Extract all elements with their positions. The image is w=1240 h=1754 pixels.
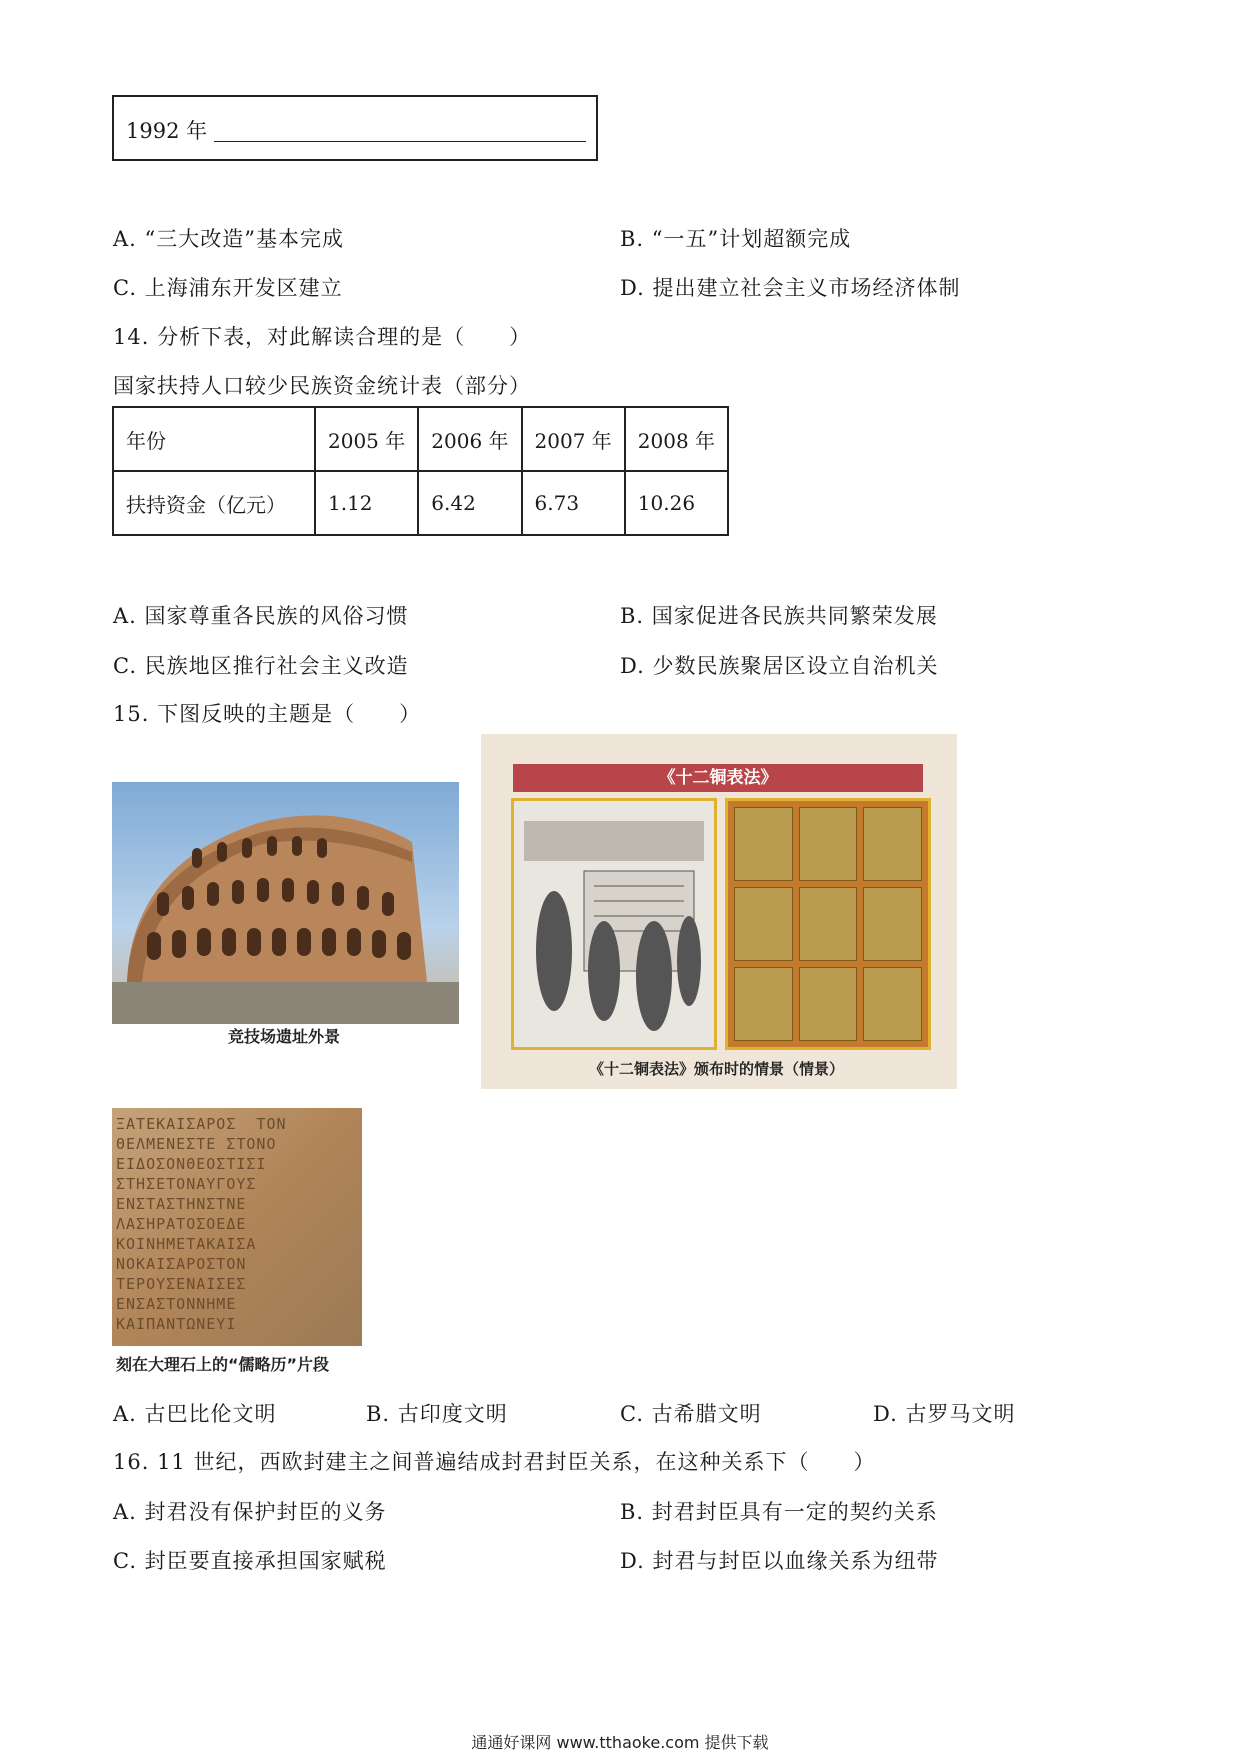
table-cell: 10.26 [625,471,728,535]
q15-option-a: A. 古巴比伦文明 [113,1402,277,1426]
table-cell: 6.42 [418,471,521,535]
q14-option-c: C. 民族地区推行社会主义改造 [113,654,409,678]
q16-option-c: C. 封臣要直接承担国家赋税 [113,1549,387,1573]
table-cell: 2008 年 [625,407,728,471]
bronze-tablet [863,967,922,1041]
bronze-tablet [863,807,922,881]
q14-option-b: B. 国家促进各民族共同繁荣发展 [620,604,938,628]
q14-option-a: A. 国家尊重各民族的风俗习惯 [113,604,409,628]
colosseum-photo [112,782,459,1024]
q13-option-b: B. “一五”计划超额完成 [620,227,852,251]
bronze-tablets-grid [725,798,931,1050]
q15-option-d: D. 古罗马文明 [873,1402,1016,1426]
bronze-tablet [799,887,858,961]
table-cell: 扶持资金（亿元） [113,471,315,535]
bronze-tablet [799,967,858,1041]
q16-option-a: A. 封君没有保护封臣的义务 [113,1500,387,1524]
engraving-illustration [511,798,717,1050]
table-cell: 1.12 [315,471,418,535]
q16-option-d: D. 封君与封臣以血缘关系为纽带 [620,1549,939,1573]
q13-option-a: A. “三大改造”基本完成 [113,227,344,251]
colosseum-illustration [112,782,459,1024]
page-footer: 通通好课网 www.tthaoke.com 提供下载 [471,1733,769,1752]
bronze-tablet [734,887,793,961]
table-cell: 2005 年 [315,407,418,471]
inscription-texture: ΞΑΤΕΚΑΙΣΑΡΟΣ ΤΟΝ ΘΕΛΜΕΝΕΣΤΕ ΣΤΟΝΟ ΕΙΔΟΣΟΝΘΕΟΣΤΙΣΙ ΣΤΗΣΕΤΟΝΑΥΓΟΥΣ ΕΝΣΤΑΣΤΗΝΣΤΝΕ ΛΑΣΗΡΑΤΟΣΟΕΔΕ ΚΟΙΝΗΜΕΤΑΚΑΙΣΑ ΝΟΚΑΙΣΑΡΟΣΤΟΝ ΤΕΡΟΥΣΕΝΑΙΣΕΣ ΕΝΣΑΣΤΟΝΝΗΜΕ ΚΑΙΠΑΝΤΩΝΕΥΙ [116,1115,287,1333]
bronze-tablet [734,967,793,1041]
colosseum-caption: 竞技场遗址外景 [228,1027,341,1046]
engraving-scene [514,801,714,1047]
q13-option-c: C. 上海浦东开发区建立 [113,276,343,300]
q15-stem: 15. 下图反映的主题是（ ） [113,702,422,726]
table-cell: 2006 年 [418,407,521,471]
answer-box [112,95,598,161]
bronze-tablet [799,807,858,881]
q15-option-c: C. 古希腊文明 [620,1402,762,1426]
twelve-tables-photo [481,734,957,1089]
year-label: 1992 年 [126,119,208,143]
q13-option-d: D. 提出建立社会主义市场经济体制 [620,276,961,300]
q14-table-title: 国家扶持人口较少民族资金统计表（部分） [113,374,531,398]
twelve-tables-caption: 《十二铜表法》颁布时的情景（情景） [589,1060,845,1078]
q14-stem: 14. 分析下表，对此解读合理的是（ ） [113,325,532,349]
bronze-tablet [863,887,922,961]
table-cell: 6.73 [522,471,625,535]
answer-blank-line [214,141,586,142]
table-row [113,471,728,535]
marble-inscription-photo [112,1108,362,1346]
table-header-row [113,407,728,471]
table-cell: 年份 [113,407,315,471]
q14-option-d: D. 少数民族聚居区设立自治机关 [620,654,939,678]
twelve-tables-banner: 《十二铜表法》 [513,764,923,792]
q16-option-b: B. 封君封臣具有一定的契约关系 [620,1500,938,1524]
funding-table [112,406,729,536]
bronze-tablet [734,807,793,881]
q16-stem: 16. 11 世纪，西欧封建主之间普遍结成封君封臣关系，在这种关系下（ ） [113,1450,876,1474]
table-cell: 2007 年 [522,407,625,471]
marble-caption: 刻在大理石上的“儒略历”片段 [116,1355,330,1374]
q15-option-b: B. 古印度文明 [366,1402,508,1426]
